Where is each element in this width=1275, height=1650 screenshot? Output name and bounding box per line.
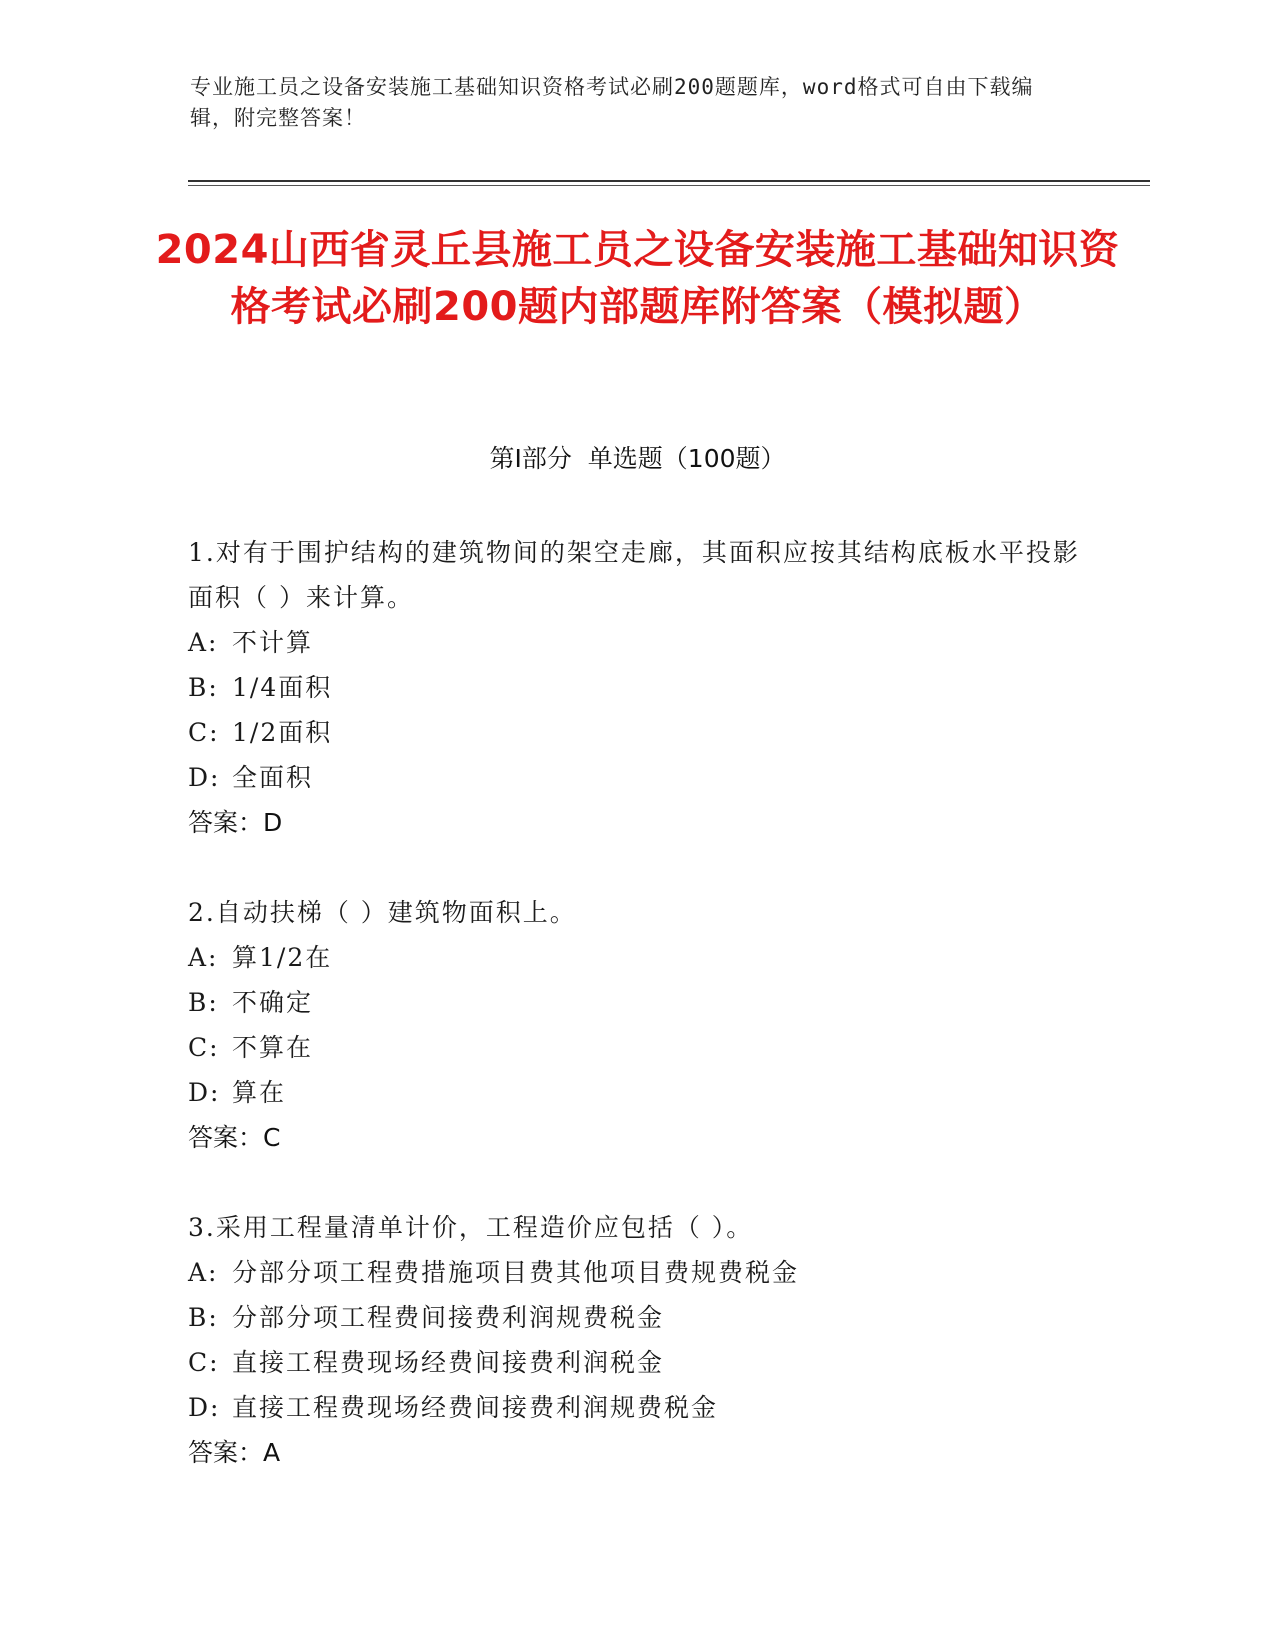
option-text: 不算在 — [232, 1033, 314, 1062]
answer-line: 答案：A — [188, 1438, 281, 1467]
option-a — [188, 935, 1088, 980]
question-3 — [188, 1205, 1088, 1475]
section-name: 单选题（100题） — [587, 444, 786, 473]
option-c — [188, 1340, 1088, 1385]
document-title: 2024山西省灵丘县施工员之设备安装施工基础知识资格考试必刷200题内部题库附答案（模拟题） — [155, 227, 1120, 330]
option-text: 不确定 — [232, 988, 314, 1017]
option-key: C: — [188, 1348, 220, 1377]
question-2 — [188, 890, 1088, 1160]
option-text: 1/4面积 — [232, 673, 333, 702]
option-text: 不计算 — [232, 628, 314, 657]
option-key: C: — [188, 718, 220, 747]
option-key: D: — [188, 1393, 221, 1422]
answer-line: 答案：D — [188, 808, 283, 837]
option-key: B: — [188, 673, 219, 702]
option-b — [188, 980, 1088, 1025]
option-key: A: — [188, 943, 219, 972]
option-key: D: — [188, 1078, 221, 1107]
section-part: 第I部分 — [489, 444, 572, 473]
option-key: C: — [188, 1033, 220, 1062]
question-stem: 1.对有于围护结构的建筑物间的架空走廊，其面积应按其结构底板水平投影面积（ ）来计算。 — [188, 538, 1080, 612]
option-b — [188, 1295, 1088, 1340]
option-c — [188, 1025, 1088, 1070]
option-key: B: — [188, 1303, 219, 1332]
question-stem: 2.自动扶梯（ ）建筑物面积上。 — [188, 898, 577, 927]
option-text: 分部分项工程费措施项目费其他项目费规费税金 — [232, 1258, 800, 1287]
option-b — [188, 665, 1088, 710]
option-key: D: — [188, 763, 221, 792]
option-d — [188, 755, 1088, 800]
option-key: B: — [188, 988, 219, 1017]
question-list — [188, 530, 1088, 1520]
option-key: A: — [188, 1258, 219, 1287]
option-text: 算在 — [232, 1078, 287, 1107]
option-d — [188, 1070, 1088, 1115]
option-text: 直接工程费现场经费间接费利润规费税金 — [232, 1393, 719, 1422]
question-stem: 3.采用工程量清单计价，工程造价应包括（ ）。 — [188, 1213, 754, 1242]
header-divider — [188, 180, 1150, 182]
header-note: 专业施工员之设备安装施工基础知识资格考试必刷200题题库，word格式可自由下载编辑，附完整答案！ — [190, 75, 1034, 130]
option-text: 1/2面积 — [232, 718, 333, 747]
option-key: A: — [188, 628, 219, 657]
option-text: 全面积 — [232, 763, 314, 792]
option-c — [188, 710, 1088, 755]
answer-line: 答案：C — [188, 1123, 281, 1152]
option-text: 算1/2在 — [232, 943, 333, 972]
question-1 — [188, 530, 1088, 845]
option-a — [188, 1250, 1088, 1295]
option-a — [188, 620, 1088, 665]
section-heading — [0, 443, 1275, 475]
option-text: 直接工程费现场经费间接费利润税金 — [232, 1348, 665, 1377]
option-text: 分部分项工程费间接费利润规费税金 — [232, 1303, 665, 1332]
header-divider-thin — [188, 185, 1150, 186]
option-d — [188, 1385, 1088, 1430]
